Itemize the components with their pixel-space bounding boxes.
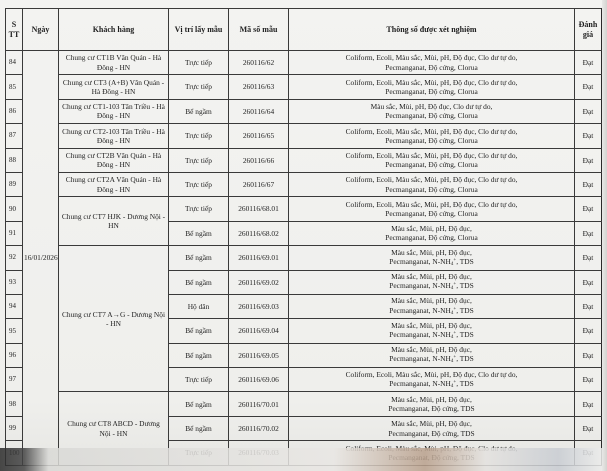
location-cell: Trực tiếp xyxy=(169,124,229,148)
params-line: Pecmanganat, Độ cứng, Clorua xyxy=(385,233,478,243)
sample-code-cell: 260116/66 xyxy=(229,148,289,172)
sample-code-cell: 260116/65 xyxy=(229,124,289,148)
stt-cell: 88 xyxy=(6,148,23,172)
customer-cell: Chung cư CT8 ABCD - Dương Nội - HN xyxy=(59,392,169,465)
params-cell xyxy=(289,99,575,123)
params-line: Pecmanganat, Độ cứng, TDS xyxy=(388,404,475,414)
params-cell xyxy=(289,270,575,294)
params-line: , TDS xyxy=(456,256,474,266)
result-cell: Đạt xyxy=(575,51,602,75)
header-location: Vị trí lấy mẫu xyxy=(169,9,229,51)
params-line: Pecmanganat, Độ cứng, Clorua xyxy=(385,87,478,97)
table-row xyxy=(6,99,602,123)
sample-code-cell: 260116/69.01 xyxy=(229,246,289,270)
stt-cell: 91 xyxy=(6,221,23,245)
result-cell: Đạt xyxy=(575,368,602,392)
location-cell: Bể ngầm xyxy=(169,246,229,270)
location-cell: Trực tiếp xyxy=(169,197,229,221)
params-cell xyxy=(289,124,575,148)
params-line: Pecmanganat, Độ cứng, Clorua xyxy=(385,209,478,219)
stt-cell: 86 xyxy=(6,99,23,123)
table-row xyxy=(6,124,602,148)
customer-cell: Chung cư CT2B Văn Quán - Hà Đông - HN xyxy=(59,148,169,172)
params-line: Pecmanganat, Độ cứng, Clorua xyxy=(385,160,478,170)
params-line: Pecmanganat, Độ cứng, Clorua xyxy=(385,184,478,194)
superscript: + xyxy=(453,257,457,263)
result-cell: Đạt xyxy=(575,75,602,99)
params-line: Pecmanganat, N-NH xyxy=(389,256,451,266)
params-line: Pecmanganat, N-NH xyxy=(389,281,451,291)
customer-cell: Chung cư CT7 HJK - Dương Nội - HN xyxy=(59,197,169,246)
test-results-table xyxy=(5,8,602,466)
result-cell: Đạt xyxy=(575,319,602,343)
sample-code-cell: 260116/64 xyxy=(229,99,289,123)
params-line: Màu sắc, Mùi, pH, Độ đục, xyxy=(391,394,472,404)
sample-code-cell: 260116/68.01 xyxy=(229,197,289,221)
params-cell xyxy=(289,319,575,343)
header-customer: Khách hàng xyxy=(59,9,169,51)
params-line: Coliform, Ecoli, Màu sắc, Mùi, pH, Độ đục, Clo dư tự do, xyxy=(345,53,518,63)
subscript: 4 xyxy=(450,334,454,340)
location-cell: Trực tiếp xyxy=(169,172,229,196)
sample-code-cell: 260116/69.02 xyxy=(229,270,289,294)
params-line: , TDS xyxy=(456,354,474,364)
customer-cell: Chung cư CT3 (A+B) Văn Quán - Hà Đông - HN xyxy=(59,75,169,99)
location-cell: Trực tiếp xyxy=(169,75,229,99)
stt-cell: 96 xyxy=(6,343,23,367)
params-line: Coliform, Ecoli, Màu sắc, Mùi, pH, Độ đục, Clo dư tự do, xyxy=(345,199,518,209)
location-cell: Bể ngầm xyxy=(169,270,229,294)
table-row xyxy=(6,246,602,270)
params-cell xyxy=(289,294,575,318)
customer-cell: Chung cư CT2A Văn Quán - Hà Đông - HN xyxy=(59,172,169,196)
params-cell xyxy=(289,148,575,172)
superscript: + xyxy=(453,379,457,385)
result-cell: Đạt xyxy=(575,416,602,440)
params-cell xyxy=(289,197,575,221)
params-line: Coliform, Ecoli, Màu sắc, Mùi, pH, Độ đục, Clo dư tự do, xyxy=(345,77,518,87)
params-line: Pecmanganat, N-NH xyxy=(389,329,451,339)
params-cell xyxy=(289,343,575,367)
params-cell xyxy=(289,416,575,440)
stt-cell: 89 xyxy=(6,172,23,196)
params-line: , TDS xyxy=(456,281,474,291)
stt-cell: 92 xyxy=(6,246,23,270)
params-line: Pecmanganat, N-NH xyxy=(389,378,451,388)
location-cell: Bể ngầm xyxy=(169,99,229,123)
photo-background-shadow xyxy=(0,448,607,471)
params-line: Pecmanganat, N-NH xyxy=(389,354,451,364)
customer-cell: Chung cư CT1-103 Tân Triều - Hà Đông - HN xyxy=(59,99,169,123)
stt-cell: 90 xyxy=(6,197,23,221)
stt-cell: 85 xyxy=(6,75,23,99)
table-row xyxy=(6,392,602,416)
params-cell xyxy=(289,221,575,245)
params-line: Màu sắc, Mùi, pH, Độ đục, xyxy=(391,247,472,257)
params-line: Coliform, Ecoli, Màu sắc, Mùi, pH, Độ đục, Clo dư tự do, xyxy=(345,369,518,379)
header-row xyxy=(6,9,602,51)
sample-code-cell: 260116/70.02 xyxy=(229,416,289,440)
header-sample-code: Mã số mẫu xyxy=(229,9,289,51)
result-cell: Đạt xyxy=(575,294,602,318)
params-line: Coliform, Ecoli, Màu sắc, Mùi, pH, Độ đục, Clo dư tự do, xyxy=(345,175,518,185)
superscript: + xyxy=(453,282,457,288)
subscript: 4 xyxy=(450,261,454,267)
location-cell: Trực tiếp xyxy=(169,51,229,75)
params-line: Màu sắc, Mùi, pH, Độ đục, xyxy=(391,271,472,281)
params-line: Màu sắc, Mùi, pH, Độ đục, xyxy=(391,320,472,330)
params-line: Pecmanganat, Độ cứng, Clorua xyxy=(385,62,478,72)
params-line: Màu sắc, Mùi, pH, Độ đục, xyxy=(391,224,472,234)
sample-code-cell: 260116/70.01 xyxy=(229,392,289,416)
subscript: 4 xyxy=(450,383,454,389)
superscript: + xyxy=(453,330,457,336)
params-cell xyxy=(289,368,575,392)
stt-cell: 98 xyxy=(6,392,23,416)
params-line: Màu sắc, Mùi, pH, Độ đục, xyxy=(391,345,472,355)
superscript: + xyxy=(453,306,457,312)
stt-cell: 95 xyxy=(6,319,23,343)
params-line: , TDS xyxy=(456,329,474,339)
params-line: , TDS xyxy=(456,305,474,315)
result-cell: Đạt xyxy=(575,392,602,416)
result-cell: Đạt xyxy=(575,246,602,270)
result-cell: Đạt xyxy=(575,148,602,172)
stt-cell: 84 xyxy=(6,51,23,75)
header-params: Thông số được xét nghiệm xyxy=(289,9,575,51)
sample-code-cell: 260116/69.05 xyxy=(229,343,289,367)
subscript: 4 xyxy=(450,359,454,365)
date-cell: 16/01/2026 xyxy=(23,51,59,466)
subscript: 4 xyxy=(450,286,454,292)
location-cell: Bể ngầm xyxy=(169,392,229,416)
stt-cell: 87 xyxy=(6,124,23,148)
params-line: Coliform, Ecoli, Màu sắc, Mùi, pH, Độ đục, Clo dư tự do, xyxy=(345,126,518,136)
params-cell xyxy=(289,75,575,99)
result-cell: Đạt xyxy=(575,99,602,123)
sample-code-cell: 260116/68.02 xyxy=(229,221,289,245)
page-edge xyxy=(602,0,607,471)
stt-cell: 97 xyxy=(6,368,23,392)
result-cell: Đạt xyxy=(575,221,602,245)
location-cell: Bể ngầm xyxy=(169,416,229,440)
sample-code-cell: 260116/62 xyxy=(229,51,289,75)
result-cell: Đạt xyxy=(575,124,602,148)
location-cell: Bể ngầm xyxy=(169,221,229,245)
stt-cell: 94 xyxy=(6,294,23,318)
params-line: Pecmanganat, N-NH xyxy=(389,305,451,315)
location-cell: Bể ngầm xyxy=(169,343,229,367)
result-cell: Đạt xyxy=(575,197,602,221)
params-line: Màu sắc, Mùi, pH, Độ đục, Clo dư tự do, xyxy=(370,102,493,112)
location-cell: Trực tiếp xyxy=(169,148,229,172)
sample-code-cell: 260116/69.03 xyxy=(229,294,289,318)
params-line: , TDS xyxy=(456,378,474,388)
table-row xyxy=(6,197,602,221)
result-cell: Đạt xyxy=(575,172,602,196)
table-row xyxy=(6,148,602,172)
superscript: + xyxy=(453,355,457,361)
result-cell: Đạt xyxy=(575,270,602,294)
params-line: Màu sắc, Mùi, pH, Độ đục, xyxy=(391,419,472,429)
sample-code-cell: 260116/63 xyxy=(229,75,289,99)
sample-code-cell: 260116/69.04 xyxy=(229,319,289,343)
result-cell: Đạt xyxy=(575,343,602,367)
params-line: Pecmanganat, Độ cứng, TDS xyxy=(388,428,475,438)
params-line: Màu sắc, Mùi, pH, Độ đục, xyxy=(391,296,472,306)
location-cell: Hộ dân xyxy=(169,294,229,318)
params-cell xyxy=(289,172,575,196)
location-cell: Bể ngầm xyxy=(169,319,229,343)
table-row xyxy=(6,172,602,196)
table-row xyxy=(6,75,602,99)
stt-cell: 99 xyxy=(6,416,23,440)
params-cell xyxy=(289,51,575,75)
params-line: Pecmanganat, Độ cứng, Clorua xyxy=(385,135,478,145)
location-cell: Trực tiếp xyxy=(169,368,229,392)
params-cell xyxy=(289,392,575,416)
stt-cell: 93 xyxy=(6,270,23,294)
table-row xyxy=(6,51,602,75)
params-line: Pecmanganat, Độ cứng, Clorua xyxy=(385,111,478,121)
header-result: Đánh giá xyxy=(575,9,602,51)
subscript: 4 xyxy=(450,310,454,316)
header-stt: S TT xyxy=(6,9,23,51)
sample-code-cell: 260116/67 xyxy=(229,172,289,196)
sample-code-cell: 260116/69.06 xyxy=(229,368,289,392)
params-cell xyxy=(289,246,575,270)
customer-cell: Chung cư CT1B Văn Quán - Hà Đông - HN xyxy=(59,51,169,75)
header-date: Ngày xyxy=(23,9,59,51)
params-line: Coliform, Ecoli, Màu sắc, Mùi, pH, Độ đục, Clo dư tự do, xyxy=(345,151,518,160)
customer-cell: Chung cư CT2-103 Tân Triều - Hà Đông - HN xyxy=(59,124,169,148)
customer-cell: Chung cư CT7 A→G - Dương Nội - HN xyxy=(59,246,169,392)
